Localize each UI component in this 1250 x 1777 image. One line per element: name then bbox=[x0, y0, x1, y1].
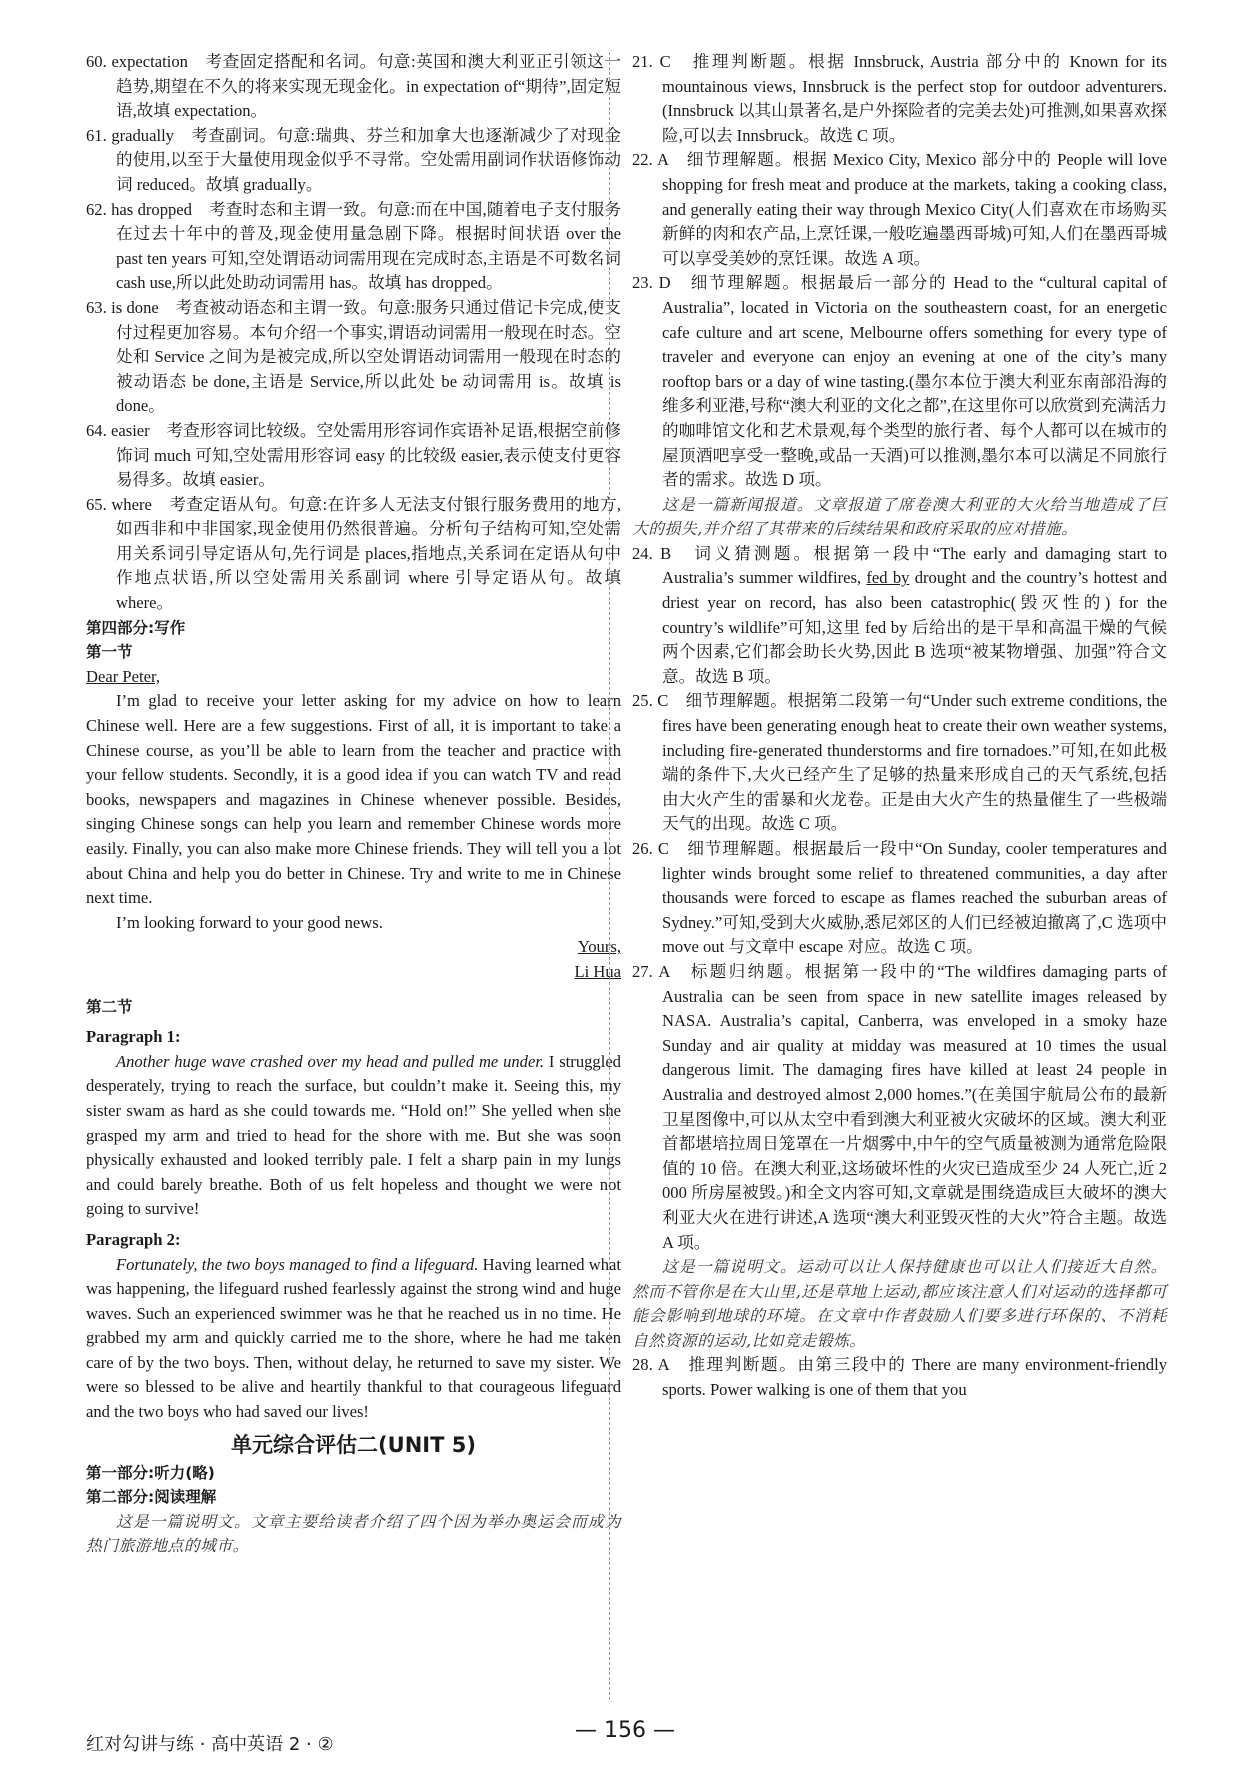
answer-item-61 bbox=[86, 124, 621, 198]
answer-item-28 bbox=[632, 1353, 1167, 1402]
answer-item-60 bbox=[86, 50, 621, 124]
item-text: gradually 考查副词。句意:瑞典、芬兰和加拿大也逐渐减少了对现金的使用,以至于大量使用现金似乎不寻常。空处需用副词作状语修饰动词 reduced。故填 gradually。 bbox=[111, 125, 621, 194]
underlined-phrase: fed by bbox=[866, 568, 910, 588]
item-text: expectation 考查固定搭配和名词。句意:英国和澳大利亚正引领这一趋势,期望在不久的将来实现无现金化。in expectation of“期待”,固定短语,故填 expectation。 bbox=[111, 52, 622, 121]
part2-heading: 第二部分:阅读理解 bbox=[86, 1488, 217, 1507]
item-text: D 细节理解题。根据最后一部分的 Head to the “cultural capital of Australia”, located in Victoria on the southeastern coast, for an energetic cafe culture and art scene, Melbourne offers something for every type of traveler and everyone can enjoy an evening at one of the city’s many rooftop bars or a day of wine tasting.(墨尔本位于澳大利亚东南部沿海的维多利亚港,号称“澳大利亚的文化之都”,在这里你可以欣赏到充满活力的咖啡馆文化和艺术景观,每个类型的旅行者、每个人都可以在城市的屋顶酒吧享受一整晚,或品一天酒)可以推测,墨尔本可以满足不同旅行者的需求。故选 D 项。 bbox=[658, 273, 1167, 490]
left-column bbox=[86, 50, 621, 1559]
item-number: 28. bbox=[632, 1355, 653, 1375]
letter-sign-name: Li Hua bbox=[574, 961, 621, 981]
item-number: 62. bbox=[86, 199, 107, 219]
answer-item-25 bbox=[632, 689, 1167, 837]
passage-intro: 这是一篇说明文。文章主要给读者介绍了四个因为举办奥运会而成为热门旅游地点的城市。 bbox=[86, 1511, 621, 1556]
item-text: C 细节理解题。根据第二段第一句“Under such extreme conditions, the fires have been generating enough heat to create their own weather systems, including fire-generated thunderstorms and fire tornadoes.”可知,在如此极端的条件下,大火已经产生了足够的热量来形成自己的天气系统,包括由大火产生的雷暴和火龙卷。正是由大火产生的热量催生了一些极端天气的出现。故选 C 项。 bbox=[657, 691, 1167, 834]
unit-title: 单元综合评估二(UNIT 5) bbox=[231, 1432, 476, 1457]
item-number: 60. bbox=[86, 52, 107, 71]
answer-item-65 bbox=[86, 493, 621, 616]
answer-item-63 bbox=[86, 296, 621, 419]
item-number: 27. bbox=[632, 961, 653, 981]
answer-item-24 bbox=[632, 542, 1167, 690]
passage-intro: 这是一篇说明文。运动可以让人保持健康也可以让人们接近大自然。然而不管你是在大山里,还是草地上运动,都应该注意人们对运动的选择都可能会影响到地球的环境。在文章中作者鼓励人们要多进行环保的、不消耗自然资源的运动,比如竞走锻炼。 bbox=[632, 1257, 1167, 1350]
answer-item-21 bbox=[632, 50, 1167, 148]
item-number: 64. bbox=[86, 420, 107, 440]
letter-body: I’m glad to receive your letter asking for my advice on how to learn Chinese well. Here are a few suggestions. First of all, it is important to take a Chinese course, as you’ll be able to learn from the teacher and practice with your fellow students. Secondly, it is a good idea if you can watch TV and read books, newspapers and magazines in Chinese whenever possible. Besides, singing Chinese songs can help you learn and remember Chinese words more easily. Finally, you can also make more Chinese friends. They will tell you a lot about China and help you do better in Chinese. Try and write to me in Chinese next time. bbox=[86, 691, 621, 908]
passage-intro: 这是一篇新闻报道。文章报道了席卷澳大利亚的大火给当地造成了巨大的损失,并介绍了其带来的后续结果和政府采取的应对措施。 bbox=[632, 494, 1167, 539]
paragraph2-given-sentence: Fortunately, the two boys managed to find a lifeguard. bbox=[116, 1254, 479, 1274]
answer-item-27 bbox=[632, 960, 1167, 1255]
letter-closing-line: I’m looking forward to your good news. bbox=[116, 912, 383, 932]
column-divider bbox=[609, 52, 610, 1700]
section2-heading: 第二节 bbox=[86, 997, 133, 1016]
item-number: 23. bbox=[632, 273, 653, 293]
letter-salutation: Dear Peter, bbox=[86, 666, 160, 686]
answer-item-64 bbox=[86, 419, 621, 493]
answer-item-62 bbox=[86, 198, 621, 296]
part4-heading: 第四部分:写作 bbox=[86, 618, 186, 637]
item-number: 65. bbox=[86, 494, 107, 514]
item-text: where 考查定语从句。句意:在许多人无法支付银行服务费用的地方,如西非和中非国家,现金使用仍然很普遍。分析句子结构可知,空处需用关系词引导定语从句,先行词是 places,指地点,关系词在定语从句中作地点状语,所以空处需用关系副词 where 引导定语从句。故填 where。 bbox=[111, 494, 621, 613]
part1-heading: 第一部分:听力(略) bbox=[86, 1463, 215, 1482]
item-text: has dropped 考查时态和主谓一致。句意:而在中国,随着电子支付服务在过去十年中的普及,现金使用量急剧下降。根据时间状语 over the past ten years 可知,空处谓语动词需用现在完成时态,主语是不可数名词 cash use,所以此处助动词需用 has。故填 has dropped。 bbox=[111, 199, 621, 293]
item-text: is done 考查被动语态和主谓一致。句意:服务只通过借记卡完成,使支付过程更加容易。本句介绍一个事实,谓语动词需用一般现在时态。空处和 Service 之间为是被完成,所以空处谓语动词需用一般现在时态的被动语态 be done,主语是 Service,所以此处 be 动词需用 is。故填 is done。 bbox=[111, 297, 621, 416]
item-number: 21. bbox=[632, 52, 653, 71]
item-text: B 词义猜测题。根据第一段中“The early and damaging start to Australia’s summer wildfires, bbox=[660, 543, 1167, 588]
paragraph1-continuation: I struggled desperately, trying to reach the surface, but couldn’t make it. Seeing this, my sister swam as hard as she could towards me. “Hold on!” She yelled when she grasped my arm and tried to head for the shore with me. But she was soon physically exhausted and looked terribly pale. I felt a sharp pain in my lungs and could barely breathe. Both of us felt hopeless and thought we were not going to survive! bbox=[86, 1051, 621, 1219]
item-number: 25. bbox=[632, 691, 653, 711]
item-text: C 细节理解题。根据最后一段中“On Sunday, cooler temperatures and lighter winds brought some relief to threatened communities, a day after thousands were forced to escape as flames reached the suburban areas of Sydney.”可知,受到大火威胁,悉尼郊区的人们已经被迫撤离了,C 选项中 move out 与文章中 escape 对应。故选 C 项。 bbox=[657, 839, 1167, 957]
paragraph2-title: Paragraph 2: bbox=[86, 1229, 181, 1249]
item-text: A 细节理解题。根据 Mexico City, Mexico 部分中的 People will love shopping for fresh meat and produce at the markets, taking a cooking class, and generally eating their way through Mexico City(人们喜欢在市场购买新鲜的肉和农产品,上烹饪课,一般吃遍墨西哥城)可知,人们在墨西哥城可以享受美妙的烹饪课。故选 A 项。 bbox=[657, 150, 1168, 268]
section1-heading: 第一节 bbox=[86, 643, 133, 662]
paragraph1-given-sentence: Another huge wave crashed over my head and pulled me under. bbox=[116, 1051, 545, 1071]
answer-item-26 bbox=[632, 837, 1167, 960]
paragraph2-text bbox=[86, 1253, 621, 1425]
item-text: C 推理判断题。根据 Innsbruck, Austria 部分中的 Known for its mountainous views, Innsbruck is the perfect stop for outdoor adventurers.(Innsbruck 以其山景著名,是户外探险者的完美去处)可推测,如果喜欢探险,可以去 Innsbruck。故选 C 项。 bbox=[659, 52, 1167, 145]
item-text: A 标题归纳题。根据第一段中的“The wildfires damaging parts of Australia can be seen from space in new satellite images released by NASA. Australia’s capital, Canberra, was enveloped in a smoky haze Sunday and air quality at midday was measured at 10 times the usual dangerous limit. The damaging fires have killed at least 24 people in Australia and destroyed almost 2,000 homes.”(在美国宇航局公布的最新卫星图像中,可以从太空中看到澳大利亚被火灾破坏的区域。澳大利亚首都堪培拉周日笼罩在一片烟雾中,中午的空气质量被测为通常危险限值的 10 倍。在澳大利亚,这场破坏性的火灾已造成至少 24 人死亡,近 2 000 所房屋被毁。)和全文内容可知,文章就是围绕造成巨大破坏的澳大利亚大火在进行讲述,A 选项“澳大利亚毁灭性的大火”符合主题。故选 A 项。 bbox=[658, 961, 1168, 1252]
item-number: 24. bbox=[632, 543, 653, 563]
paragraph1-text bbox=[86, 1050, 621, 1222]
item-number: 22. bbox=[632, 150, 653, 170]
paragraph2-continuation: Having learned what was happening, the lifeguard rushed fearlessly against the strong wind and huge waves. Such an experienced swimmer was he that he reached us in no time. He grabbed my arm and quickly carried me to the shore, where he had me taken care of by the two boys. Then, without delay, he returned to save my sister. We were so blessed to be alive and heartily thankful to that courageous lifeguard and the two boys who had saved our lives! bbox=[86, 1254, 621, 1422]
item-text: A 推理判断题。由第三段中的 There are many environment-friendly sports. Power walking is one of them that you bbox=[657, 1355, 1167, 1400]
page-number: — 156 — bbox=[575, 1718, 675, 1743]
item-text-continued: drought and the country’s hottest and driest year on record, has also been catastrophic(毁灭性的) for the country’s wildlife”可知,这里 fed by 后给出的是干旱和高温干燥的气候两个因素,它们都会助长火势,因此 B 选项“被某物增强、加强”符合文意。故选 B 项。 bbox=[662, 568, 1167, 686]
item-text: easier 考查形容词比较级。空处需用形容词作宾语补足语,根据空前修饰词 much 可知,空处需用形容词 easy 的比较级 easier,表示使支付更容易得多。故填 easier。 bbox=[111, 420, 621, 490]
item-number: 61. bbox=[86, 125, 107, 145]
answer-item-22 bbox=[632, 148, 1167, 271]
book-title-footer: 红对勾讲与练 · 高中英语 2 · ② bbox=[86, 1734, 334, 1755]
answer-item-23 bbox=[632, 271, 1167, 492]
paragraph1-title: Paragraph 1: bbox=[86, 1027, 181, 1047]
item-number: 26. bbox=[632, 839, 653, 858]
letter-sign-yours: Yours, bbox=[577, 937, 621, 957]
item-number: 63. bbox=[86, 297, 107, 317]
right-column bbox=[632, 50, 1167, 1403]
